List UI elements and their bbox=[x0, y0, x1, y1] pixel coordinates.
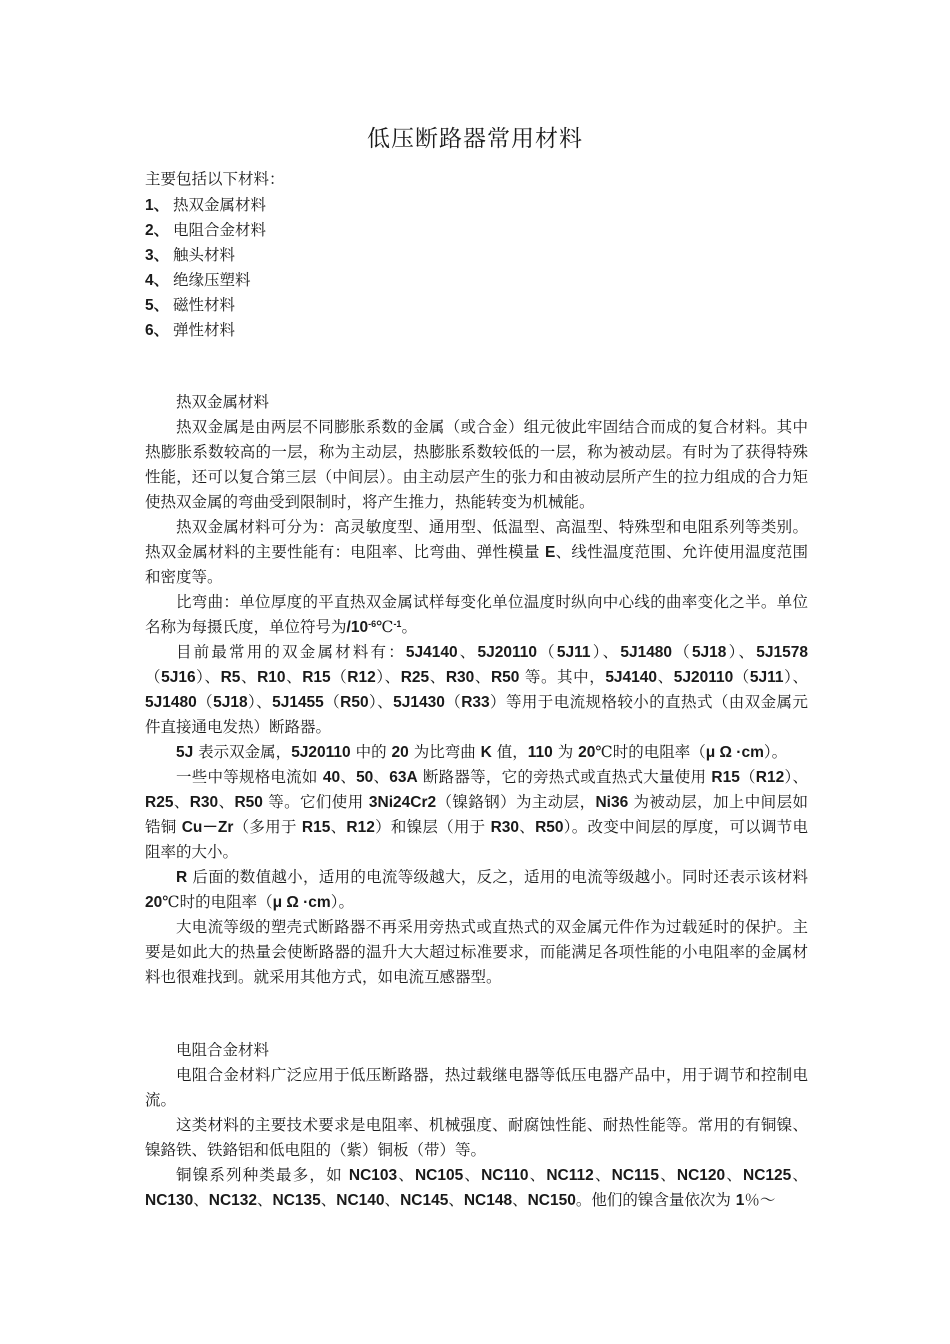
list-item-text: 触头材料 bbox=[173, 246, 236, 264]
bold-run: 20 bbox=[391, 744, 409, 761]
text-run: 、 bbox=[463, 1166, 482, 1184]
text-run: ％～ bbox=[744, 1191, 776, 1209]
list-item bbox=[145, 242, 805, 267]
list-number: 6、 bbox=[145, 320, 170, 339]
bold-run: R50 bbox=[234, 794, 263, 811]
text-run: 为被动层，加上中间层如锆铜 bbox=[145, 793, 808, 836]
text-run: 等。其中， bbox=[519, 668, 606, 686]
text-run: 、 bbox=[340, 768, 357, 786]
text-run: （镍鉻钢）为主动层， bbox=[436, 793, 596, 811]
section-heading: 电阻合金材料 bbox=[176, 1041, 270, 1059]
list-item-text: 电阻合金材料 bbox=[173, 221, 267, 239]
bold-run: 5J4140 bbox=[405, 644, 458, 661]
list-number: 3、 bbox=[145, 245, 170, 264]
bold-run: NC150 bbox=[527, 1192, 576, 1209]
text-run: 值， bbox=[491, 743, 528, 761]
bold-run: 40 bbox=[322, 769, 341, 786]
paragraph: 大电流等级的塑壳式断路器不再采用旁热式或直热式的双金属元件作为过载延时的保护。主要是如此大的热量会使断路器的温升大大超过标准要求，而能满足各项性能的小电阻率的金属材料也很难找到。就采用其他方式，如电流互感器型。 bbox=[145, 918, 808, 986]
bold-run: NC140 bbox=[336, 1192, 385, 1209]
section-bimetal bbox=[145, 390, 808, 990]
bold-run: NC103 bbox=[348, 1167, 398, 1184]
text-run: 、 bbox=[320, 1191, 337, 1209]
text-run: ）。 bbox=[330, 893, 354, 911]
list-item bbox=[145, 267, 805, 292]
paragraph bbox=[145, 740, 808, 765]
text-run: 表示双金属， bbox=[193, 743, 292, 761]
text-run: 、 bbox=[657, 668, 674, 686]
text-run: 为 bbox=[552, 743, 579, 761]
bold-run: NC120 bbox=[676, 1167, 726, 1184]
bold-run: NC105 bbox=[414, 1167, 464, 1184]
bold-run: R25 bbox=[400, 669, 430, 686]
list-item bbox=[145, 317, 805, 342]
text-run: ）和镍层（用于 bbox=[374, 818, 491, 836]
bold-run: R30 bbox=[490, 819, 520, 836]
list-number: 2、 bbox=[145, 220, 170, 239]
text-run: 、 bbox=[397, 1166, 415, 1184]
text-run: 铜镍系列种类最多，如 bbox=[176, 1166, 349, 1184]
text-run: 、 bbox=[173, 793, 190, 811]
bold-run: R33 bbox=[461, 694, 490, 711]
text-run: 断路器等，它的旁热式或直热式大量使用 bbox=[417, 768, 712, 786]
paragraph: 比弯曲：单位厚度的平直热双金属试样每变化单位温度时纵向中心线的曲率变化之半。单位名称为每摄氏度，单位符号为$/10^{-6}℃^{-1}$。 bbox=[145, 593, 808, 636]
list-number: 4、 bbox=[145, 270, 170, 289]
bold-run: R12 bbox=[755, 769, 785, 786]
bold-run: 20 bbox=[578, 744, 596, 761]
bold-run: R30 bbox=[445, 669, 475, 686]
bold-run: R25 bbox=[145, 794, 174, 811]
text-run: 、 bbox=[659, 1166, 677, 1184]
text-run: 、 bbox=[330, 818, 347, 836]
bold-run: R15 bbox=[711, 769, 740, 786]
bold-run: R5 bbox=[220, 669, 241, 686]
bold-run: NC148 bbox=[463, 1192, 513, 1209]
text-run: 、 bbox=[384, 1191, 401, 1209]
bold-run: 5J20110 bbox=[291, 744, 351, 761]
text-run: ℃时的电阻率（ bbox=[162, 893, 273, 911]
text-run: 、 bbox=[285, 668, 303, 686]
bold-run: NC132 bbox=[208, 1192, 258, 1209]
text-run: 、 bbox=[457, 643, 478, 661]
text-run: 、 bbox=[448, 1191, 464, 1209]
bold-run: R15 bbox=[302, 669, 331, 686]
text-run: 、 bbox=[240, 668, 258, 686]
bold-run: NC130 bbox=[145, 1192, 194, 1209]
material-list bbox=[145, 167, 805, 342]
list-item bbox=[145, 292, 805, 317]
bold-run: NC125 bbox=[743, 1167, 792, 1184]
text-run: 、 bbox=[593, 1166, 612, 1184]
text-run: ）、 bbox=[375, 668, 401, 686]
bold-run: 5J11 bbox=[749, 669, 784, 686]
bold-run: 5J1455 bbox=[272, 694, 324, 711]
paragraph bbox=[145, 640, 808, 740]
bold-run: R bbox=[176, 869, 188, 886]
text-run: ）、 bbox=[726, 643, 757, 661]
bold-run: NC110 bbox=[481, 1167, 529, 1184]
text-run: 、 bbox=[218, 793, 235, 811]
text-run: 中的 bbox=[350, 743, 392, 761]
text-run: 等。它们使用 bbox=[262, 793, 369, 811]
bold-run: R30 bbox=[189, 794, 219, 811]
text-run: ）、 bbox=[783, 668, 808, 686]
document-title: 低压断路器常用材料 bbox=[367, 126, 583, 152]
text-run: （ bbox=[537, 643, 557, 661]
text-run: 为比弯曲 bbox=[408, 743, 481, 761]
text-run: （ bbox=[739, 768, 756, 786]
bold-run: 5J18 bbox=[691, 644, 727, 661]
text-run: ）。 bbox=[763, 743, 788, 761]
list-number: 1、 bbox=[145, 195, 170, 214]
list-number: 5、 bbox=[145, 295, 170, 314]
paragraph: 电阻合金材料广泛应用于低压断路器，热过载继电器等低压电器产品中，用于调节和控制电流。 bbox=[145, 1066, 808, 1109]
bold-run: NC135 bbox=[272, 1192, 321, 1209]
text-run: 、 bbox=[257, 1191, 273, 1209]
list-item-text: 绝缘压塑料 bbox=[173, 271, 251, 289]
list-item-text: 热双金属材料 bbox=[173, 196, 267, 214]
bold-run: 5J1578 bbox=[756, 644, 808, 661]
bold-run: 5J18 bbox=[213, 694, 248, 711]
paragraph bbox=[145, 1163, 808, 1213]
bold-run: R50 bbox=[490, 669, 520, 686]
text-run: ）、 bbox=[195, 668, 221, 686]
bold-run: K bbox=[480, 744, 492, 761]
text-run: ）、 bbox=[590, 643, 621, 661]
paragraph: 这类材料的主要技术要求是电阻率、机械强度、耐腐蚀性能、耐热性能等。常用的有铜镍、镍鉻铁、铁鉻铝和低电阻的（紫）铜板（带）等。 bbox=[145, 1116, 808, 1159]
text-run: ）、 bbox=[784, 768, 808, 786]
text-run: 一些中等规格电流如 bbox=[176, 768, 323, 786]
text-run: ）。改变中间层的厚度，可以调节电阻率的大小。 bbox=[145, 818, 808, 861]
bold-run: 63A bbox=[389, 769, 418, 786]
text-run: （ bbox=[444, 693, 462, 711]
bold-run: NC112 bbox=[546, 1167, 594, 1184]
text-run: 目前最常用的双金属材料有： bbox=[176, 643, 406, 661]
bold-run: 5J11 bbox=[556, 644, 591, 661]
bold-run: Ni36 bbox=[595, 794, 629, 811]
section-resistance-alloy bbox=[145, 1038, 808, 1213]
bold-run: 5J20110 bbox=[673, 669, 734, 686]
text-run: （ bbox=[196, 693, 214, 711]
text-run: （ bbox=[672, 643, 692, 661]
bold-run: 20 bbox=[145, 894, 163, 911]
text-run: （多用于 bbox=[233, 818, 302, 836]
bold-run: R12 bbox=[346, 819, 375, 836]
bold-run: 5J bbox=[176, 744, 194, 761]
section-heading: 热双金属材料 bbox=[176, 393, 270, 411]
bold-run: 110 bbox=[527, 744, 553, 761]
text-run: 、 bbox=[519, 818, 536, 836]
bold-run: NC115 bbox=[611, 1167, 660, 1184]
text-run: ）、 bbox=[368, 693, 394, 711]
bold-run: R10 bbox=[257, 669, 286, 686]
text-run: 、 bbox=[429, 668, 446, 686]
text-run: 、 bbox=[791, 1166, 808, 1184]
text-run: 、 bbox=[512, 1191, 528, 1209]
text-run: ℃时的电阻率（ bbox=[595, 743, 706, 761]
text-run: 。他们的镍含量依次为 bbox=[575, 1191, 736, 1209]
paragraph: 热双金属是由两层不同膨胀系数的金属（或合金）组元彼此牢固结合而成的复合材料。其中热膨胀系数较高的一层，称为主动层，热膨胀系数较低的一层，称为被动层。有时为了获得特殊性能，还可以复合第三层（中间层）。由主动层产生的张力和由被动层所产生的拉力组成的合力矩使热双金属的弯曲受到限制时，将产生推力，热能转变为机械能。 bbox=[145, 418, 808, 511]
paragraph bbox=[145, 765, 808, 865]
bold-run: 50 bbox=[356, 769, 374, 786]
bold-run: R12 bbox=[347, 669, 376, 686]
text-run: 、 bbox=[528, 1166, 547, 1184]
text-run: 、 bbox=[474, 668, 491, 686]
text-run: （ bbox=[323, 693, 341, 711]
bold-run: 5J1480 bbox=[145, 694, 197, 711]
paragraph: 热双金属材料可分为：高灵敏度型、通用型、低温型、高温型、特殊型和电阻系列等类别。热双金属材料的主要性能有：电阻率、比弯曲、弹性模量 E、线性温度范围、允许使用温度范围和密度等。 bbox=[145, 518, 808, 586]
bold-run: R15 bbox=[301, 819, 331, 836]
bold-run: 5J4140 bbox=[605, 669, 658, 686]
bold-run: 3Ni24Cr2 bbox=[368, 794, 437, 811]
text-run: 后面的数值越小，适用的电流等级越大，反之，适用的电流等级越小。同时还表示该材料 bbox=[187, 868, 808, 886]
bold-run: 5J20110 bbox=[477, 644, 537, 661]
text-run: ）等用于电流规格较小的直热式（由双金属元件直接通电发热）断路器。 bbox=[145, 693, 808, 736]
bold-run: μ Ω ·cm bbox=[272, 894, 331, 911]
bold-run: NC145 bbox=[400, 1192, 449, 1209]
text-run: （ bbox=[733, 668, 750, 686]
paragraph bbox=[145, 865, 808, 915]
list-item bbox=[145, 192, 805, 217]
bold-run: μ Ω ·cm bbox=[705, 744, 764, 761]
text-run: ）、 bbox=[247, 693, 273, 711]
bold-run: 1 bbox=[735, 1192, 745, 1209]
list-intro: 主要包括以下材料： bbox=[145, 170, 285, 188]
bold-run: 5J1430 bbox=[393, 694, 445, 711]
text-run: （ bbox=[330, 668, 348, 686]
text-run: 、 bbox=[193, 1191, 209, 1209]
text-run: （ bbox=[145, 668, 162, 686]
bold-run: 5J16 bbox=[161, 669, 196, 686]
text-run: 、 bbox=[373, 768, 390, 786]
bold-run: 5J1480 bbox=[620, 644, 673, 661]
list-item bbox=[145, 217, 805, 242]
list-item-text: 弹性材料 bbox=[173, 321, 236, 339]
bold-run: R50 bbox=[340, 694, 369, 711]
text-run: 、 bbox=[725, 1166, 743, 1184]
bold-run: R50 bbox=[535, 819, 564, 836]
list-item-text: 磁性材料 bbox=[173, 296, 236, 314]
bold-run: Cu－Zr bbox=[181, 819, 234, 836]
